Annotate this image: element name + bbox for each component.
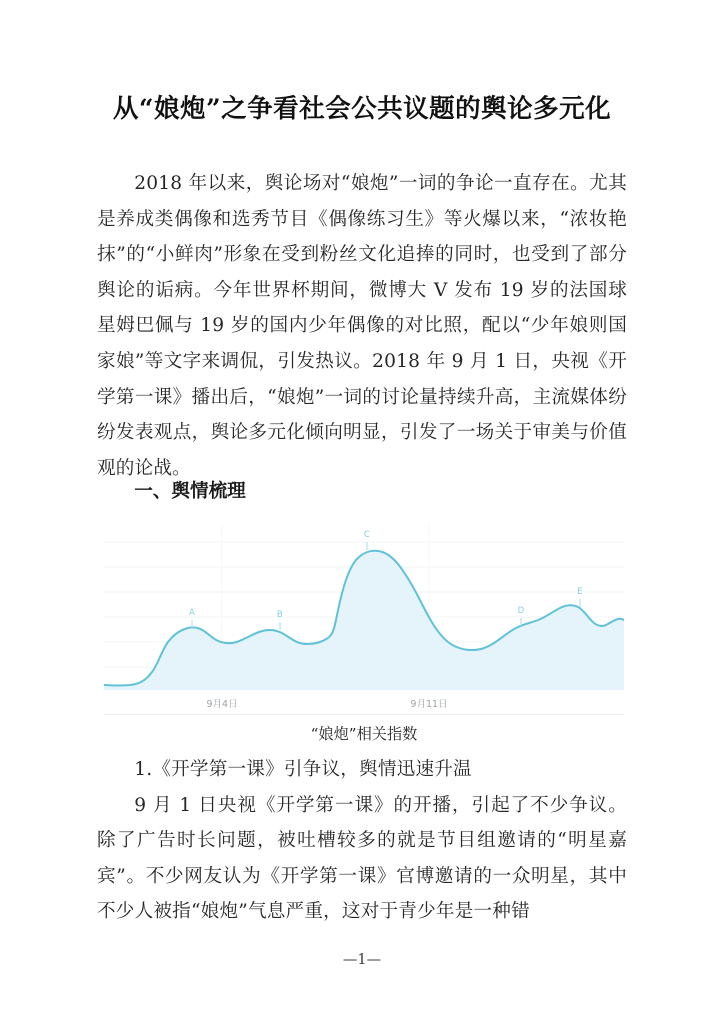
page-number: —1— xyxy=(342,952,382,968)
chart-bottom-rule xyxy=(104,714,624,715)
area-chart-svg xyxy=(104,524,624,696)
subsection-1-body: 9 月 1 日央视《开学第一课》的开播，引起了不少争议。除了广告时长问题，被吐槽较多的就是节目组邀请的“明星嘉宾”。不少网友认为《开学第一课》官博邀请的一众明星，其中不少人被指“娘炮”气息严重，这对于青少年是一种错 xyxy=(97,794,627,923)
chart-caption: “娘炮”相关指数 xyxy=(310,725,418,743)
chart-area-fill xyxy=(104,551,624,690)
chart-peak-label-d: D xyxy=(517,606,525,616)
chart-peak-label-a: A xyxy=(188,608,196,618)
subsection-1-title: 1.《开学第一课》引争议，舆情迅速升温 xyxy=(134,759,472,780)
chart-plot-area xyxy=(104,524,624,696)
intro-paragraph: 2018 年以来，舆论场对“娘炮”一词的争论一直存在。尤其是养成类偶像和选秀节目《偶像练习生》等火爆以来，“浓妆艳抹”的“小鲜肉”形象在受到粉丝文化追捧的同时，也受到了部分舆论的诟病。今年世界杯期间，微博大 V 发布 19 岁的法国球星姆巴佩与 19 岁的国内少年偶像的对比照，配以“少年娘则国家娘”等文字来调侃，引发热议。2018 年 9 月 1 日，央视《开学第一课》播出后，“娘炮”一词的讨论量持续升高，主流媒体纷纷发表观点，舆论多元化倾向明显，引发了一场关于审美与价值观的论战。 xyxy=(97,173,627,479)
section-heading-1: 一、舆情梳理 xyxy=(134,481,246,502)
chart-xtick-label-2: 9月11日 xyxy=(410,699,448,710)
chart-x-axis-labels xyxy=(104,696,624,716)
page-title: 从“娘炮”之争看社会公共议题的舆论多元化 xyxy=(112,94,612,125)
chart-peak-label-c: C xyxy=(363,530,371,540)
trend-chart-figure xyxy=(104,524,624,743)
chart-peak-label-b: B xyxy=(276,610,284,620)
chart-peak-label-e: E xyxy=(577,587,583,597)
subsection-1-block xyxy=(97,752,627,930)
chart-xtick-label-1: 9月4日 xyxy=(206,699,238,710)
